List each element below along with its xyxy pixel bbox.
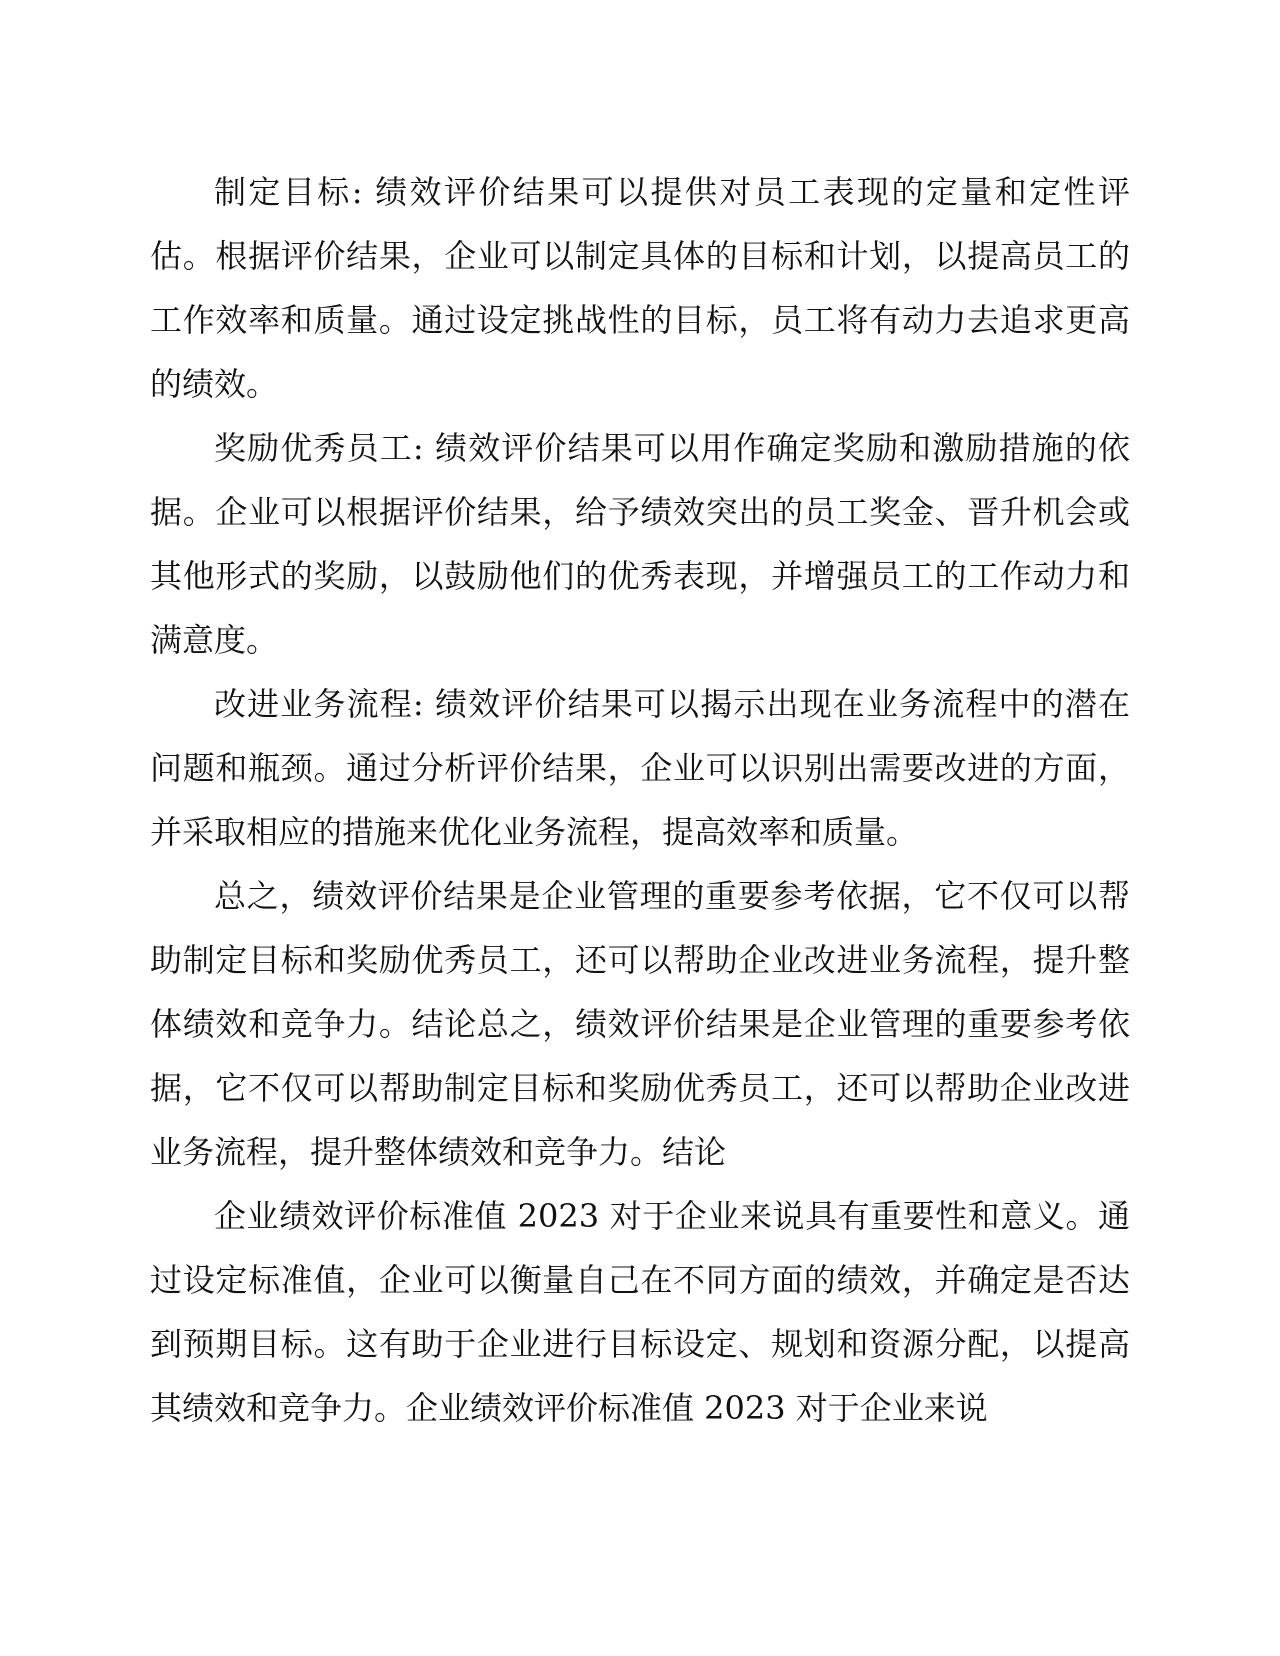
paragraph-summary: 总之，绩效评价结果是企业管理的重要参考依据，它不仅可以帮助制定目标和奖励优秀员工，还可以帮助企业改进业务流程，提升整体绩效和竞争力。结论总之，绩效评价结果是企业管理的重要参考依据，它不仅可以帮助制定目标和奖励优秀员工，还可以帮助企业改进业务流程，提升整体绩效和竞争力。结论 [150,877,1130,1171]
paragraph-set-goals: 制定目标: 绩效评价结果可以提供对员工表现的定量和定性评估。根据评价结果，企业可以制定具体的目标和计划，以提高员工的工作效率和质量。通过设定挑战性的目标，员工将有动力去追求更高的绩效。 [150,173,1130,403]
paragraph-improve-processes: 改进业务流程: 绩效评价结果可以揭示出现在业务流程中的潜在问题和瓶颈。通过分析评价结果，企业可以识别出需要改进的方面，并采取相应的措施来优化业务流程，提高效率和质量。 [150,685,1130,851]
paragraph-reward-employees: 奖励优秀员工: 绩效评价结果可以用作确定奖励和激励措施的依据。企业可以根据评价结果，给予绩效突出的员工奖金、晋升机会或其他形式的奖励，以鼓励他们的优秀表现，并增强员工的工作动力和满意度。 [150,429,1130,659]
paragraph-standard-values: 企业绩效评价标准值 2023 对于企业来说具有重要性和意义。通过设定标准值，企业可以衡量自己在不同方面的绩效，并确定是否达到预期目标。这有助于企业进行目标设定、规划和资源分配，以提高其绩效和竞争力。企业绩效评价标准值 2023 对于企业来说 [150,1197,1130,1427]
document-body [150,160,1130,1440]
